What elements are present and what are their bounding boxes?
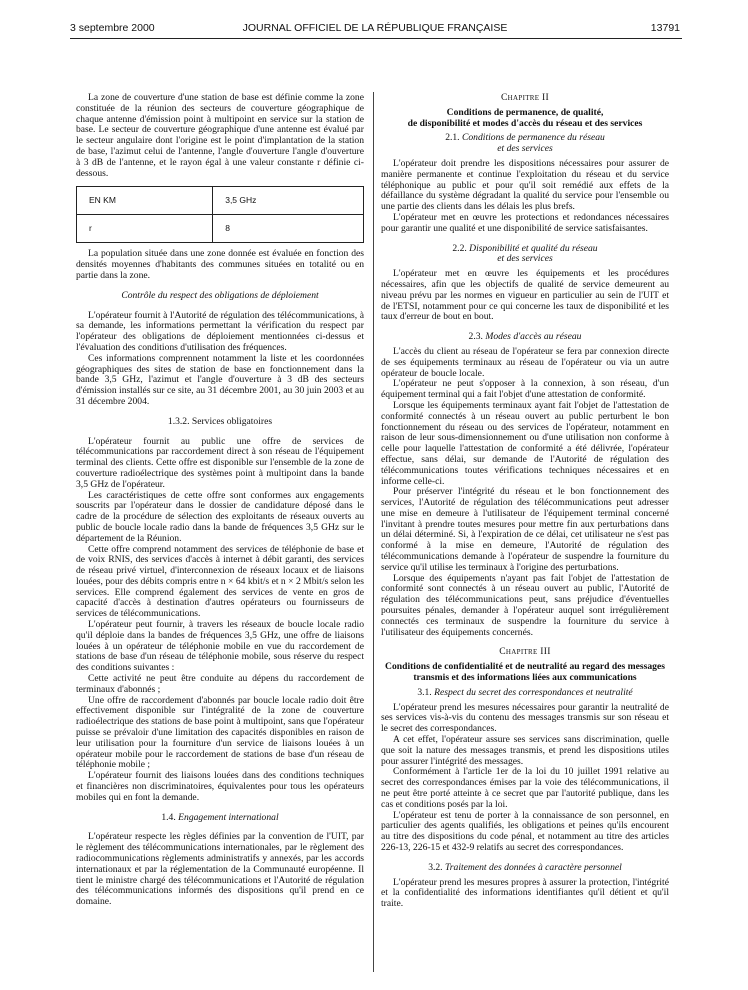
paragraph: Cette activité ne peut être conduite au dépens du raccordement de terminaux d'abonnés ;: [76, 673, 364, 695]
left-column: [76, 93, 364, 908]
table-cell: EN KM: [77, 187, 213, 215]
section-heading: Contrôle du respect des obligations de déploiement: [121, 289, 319, 301]
paragraph: Conformément à l'article 1er de la loi du 10 juillet 1991 relative au secret des correspondances émises par la voie des télécommunications, il ne peut être porté atteinte à ce secret que par l'autorité publique, dans les cas et conditions posés par la loi.: [381, 766, 669, 810]
section-number: 3.1.: [417, 686, 432, 698]
paragraph: A cet effet, l'opérateur assure ses services sans discrimination, quelle que soit la nature des messages transmis, et prend les dispositions utiles pour assurer l'intégrité des messages.: [381, 734, 669, 767]
section-heading: et des services: [497, 143, 553, 155]
section-heading: [381, 863, 669, 874]
paragraph: Cette offre comprend notamment des services de téléphonie de base et de voix RNIS, des services d'accès à internet à débit garanti, des services de réseau privé virtuel, d'interconnexion de réseaux locaux et de liaisons louées, pour des débits compris entre n × 64 kbit/s et n × 2 Mbit/s selon les services. Elle comprend également des services de vente en gros de capacité d'accès à destination d'autres opérateurs ou fournisseurs de services de télécommunications.: [76, 543, 364, 620]
section-number: 1.4.: [161, 811, 176, 823]
paragraph: Ces informations comprennent notamment la liste et les coordonnées géographiques des sites de station de base en fonctionnement dans la bande 3,5 GHz, l'azimut et l'angle d'ouverture à 3 dB des secteurs d'émission installés sur ce site, au 31 décembre 2001, au 30 juin 2003 et au 31 décembre 2004.: [76, 352, 364, 407]
section-number: 3.2.: [428, 861, 443, 873]
paragraph: L'opérateur doit prendre les dispositions nécessaires pour assurer de manière permanente et continue l'exploitation du réseau et du service téléphonique au public et pour qu'il soit remédié aux effets de la défaillance du système dégradant la qualité du service pour l'ensemble ou une partie des clients dans les délais les plus brefs.: [381, 157, 669, 213]
header-divider: [70, 38, 682, 39]
section-number: 2.2.: [452, 242, 467, 254]
paragraph: La zone de couverture d'une station de base est définie comme la zone constituée de la réunion des secteurs de couverture géographique de chaque antenne d'émission point à multipoint en service sur la station de base. Le secteur de couverture géographique d'une antenne est évalué par le secteur angulaire dont l'origine est le point d'implantation de la station de base, l'azimut celui de l'antenne, l'angle d'ouverture l'angle d'ouverture à 3 dB de l'antenne, et le rayon égal à une valeur constante r définie ci-dessous.: [76, 92, 364, 179]
table-cell: 8: [213, 215, 364, 243]
chapter-title: Conditions de confidentialité et de neutralité au regard des messages transmis et des informations liées aux communications: [385, 661, 665, 684]
section-heading: et des services: [497, 253, 553, 265]
page-header: [70, 22, 680, 38]
paragraph: L'opérateur peut fournir, à travers les réseaux de boucle locale radio qu'il déploie dans la bandes de fréquences 3,5 GHz, une offre de liaisons louées à un opérateur de téléphonie mobile en vue du raccordement de stations de base d'un réseau de téléphonie mobile, sous réserve du respect des conditions suivantes :: [76, 619, 364, 674]
paragraph: L'opérateur respecte les règles définies par la convention de l'UIT, par le règlement des télécommunications internationales, par le règlement des radiocommunications règlements administratifs y annexés, par les accords internationaux et par la réglementation de la Communauté européenne. Il tient le ministre chargé des télécommunications et l'Autorité de régulation des télécommunications informés des dispositions qu'il prend en ce domaine.: [76, 831, 364, 908]
chapter-title: de disponibilité et modes d'accès du réseau et des services: [407, 117, 643, 129]
chapter-label: Chapitre II: [500, 92, 550, 103]
header-date: 3 septembre 2000: [70, 22, 155, 34]
section-title: Disponibilité et qualité du réseau: [469, 242, 598, 254]
paragraph: L'opérateur fournit à l'Autorité de régulation des télécommunications, à sa demande, les informations permettant la vérification du respect par l'opérateur des obligations de déploiement mentionnées ci-dessus et l'évaluation des conditions d'utilisation des fréquences.: [76, 309, 364, 353]
paragraph: L'opérateur prend les mesures nécessaires pour garantir la neutralité de ses services vis-à-vis du contenu des messages transmis sur son réseau et le secret des correspondances.: [381, 701, 669, 735]
section-title: Modes d'accès au réseau: [485, 331, 582, 343]
paragraph: L'opérateur fournit au public une offre de services de télécommunications par raccordement direct à son réseau de l'équipement terminal des clients. Cette offre est disponible sur l'ensemble de la zone de couverture radioélectrique des systèmes point à multipoint dans la bande 3,5 GHz de l'opérateur.: [76, 435, 364, 490]
chapter-title: Conditions de permanence, de qualité,: [446, 106, 604, 118]
table-cell: 3,5 GHz: [213, 187, 364, 215]
paragraph: L'accès du client au réseau de l'opérateur se fera par connexion directe de ses équipements terminaux au réseau de l'opérateur ou via un autre opérateur de boucle locale.: [381, 345, 669, 379]
table-row: [77, 215, 364, 243]
section-number: 2.3.: [468, 331, 483, 343]
paragraph: Les caractéristiques de cette offre sont conformes aux engagements souscrits par l'opérateur dans le dossier de candidature déposé dans le cadre de la procédure de sélection des exploitants de réseaux ouverts au public de boucle locale radio dans la bande de fréquences 3,5 GHz sur le département de la Réunion.: [76, 489, 364, 544]
section-title: Engagement international: [178, 811, 279, 823]
paragraph: Lorsque les équipements terminaux ayant fait l'objet de l'attestation de conformité connectés à un réseau ouvert au public perturbent le bon fonctionnement du réseau ou des services de l'opérateur, notamment en raison de leur sous-dimensionnement ou d'une utilisation non conforme à celle pour laquelle l'attestation de conformité a été délivrée, l'opérateur effectue, sans délai, sur demande de l'Autorité de régulation des télécommunications toutes vérifications techniques nécessaires et en informe celle-ci.: [381, 399, 669, 487]
paragraph: La population située dans une zone donnée est évaluée en fonction des densités moyennes d'habitants des communes situées en totalité ou en partie dans la zone.: [76, 248, 364, 281]
header-page-number: 13791: [650, 22, 680, 34]
section-heading: [381, 688, 669, 699]
paragraph: L'opérateur met en œuvre les équipements et les procédures nécessaires, afin que les objectifs de qualité de service demeurent au niveau prévu par les normes en vigueur en particulier au sein de l'UIT et de l'ETSI, notamment pour ce qui concerne les taux de disponibilité et les taux d'erreur de bout en bout.: [381, 268, 669, 323]
paragraph: Une offre de raccordement d'abonnés par boucle locale radio doit être effectivement disponible sur l'intégralité de la zone de couverture radioélectrique des stations de base point à multipoint, sans que l'opérateur puisse se prévaloir d'une limitation des capacités disponibles en raison de leur utilisation pour la fourniture d'un service de liaisons louées à un opérateur mobile pour le raccordement de stations de base d'un réseau de téléphonie mobile ;: [76, 694, 364, 771]
paragraph: L'opérateur est tenu de porter à la connaissance de son personnel, en particulier des agents qualifiés, les obligations et peines qu'ils encourent au titre des dispositions du code pénal, et notamment au titre des articles 226-13, 226-15 et 432-9 relatifs au secret des correspondances.: [381, 809, 669, 853]
section-title: Traitement des données à caractère personnel: [444, 861, 622, 873]
chapter-label: Chapitre III: [499, 646, 551, 658]
radius-table: [76, 186, 364, 243]
table-row: [77, 187, 364, 215]
section-heading: 1.3.2. Services obligatoires: [167, 415, 273, 427]
section-heading: [381, 332, 669, 343]
paragraph: Lorsque des équipements n'ayant pas fait l'objet de l'attestation de conformité sont connectés à un réseau ouvert au public, l'Autorité de régulation des télécommunications peut, sans préjudice d'éventuelles poursuites pénales, demander à l'opérateur auquel sont irrégulièrement connectés ces terminaux de suspendre la fourniture du service à l'utilisateur des équipements concernés.: [381, 572, 669, 638]
paragraph: L'opérateur fournit des liaisons louées dans des conditions techniques et financières non discriminatoires, équivalentes pour tous les opérateurs mobiles qui en font la demande.: [76, 770, 364, 803]
paragraph: L'opérateur prend les mesures propres à assurer la protection, l'intégrité et la confidentialité des informations identifiantes qu'il détient et qu'il traite.: [381, 876, 669, 910]
header-journal-title: JOURNAL OFFICIEL DE LA RÉPUBLIQUE FRANÇAISE: [242, 22, 508, 34]
section-heading: [76, 813, 364, 824]
column-divider: [373, 92, 374, 972]
paragraph: Pour préserver l'intégrité du réseau et le bon fonctionnement des services, l'Autorité de régulation des télécommunications peut adresser une mise en demeure à l'utilisateur de l'équipement terminal concerné l'invitant à prendre toutes mesures pour mettre fin aux perturbations dans un délai déterminé. Si, à l'expiration de ce délai, cet utilisateur ne s'est pas conformé à la mise en demeure, l'Autorité de régulation des télécommunications demande à l'opérateur de suspendre la fourniture du service qu'il utilise les terminaux à l'origine des perturbations.: [381, 486, 669, 573]
section-number: 2.1.: [445, 132, 460, 144]
paragraph: L'opérateur met en œuvre les protections et redondances nécessaires pour garantir une qualité et une disponibilité de service satisfaisantes.: [381, 211, 669, 234]
section-title: Respect du secret des correspondances et neutralité: [434, 686, 633, 698]
paragraph: L'opérateur ne peut s'opposer à la connexion, à son réseau, d'un équipement terminal qui a fait l'objet d'une attestation de conformité.: [381, 378, 669, 401]
right-column: [381, 93, 669, 910]
table-cell: r: [77, 215, 213, 243]
section-title: Conditions de permanence du réseau: [461, 132, 605, 144]
